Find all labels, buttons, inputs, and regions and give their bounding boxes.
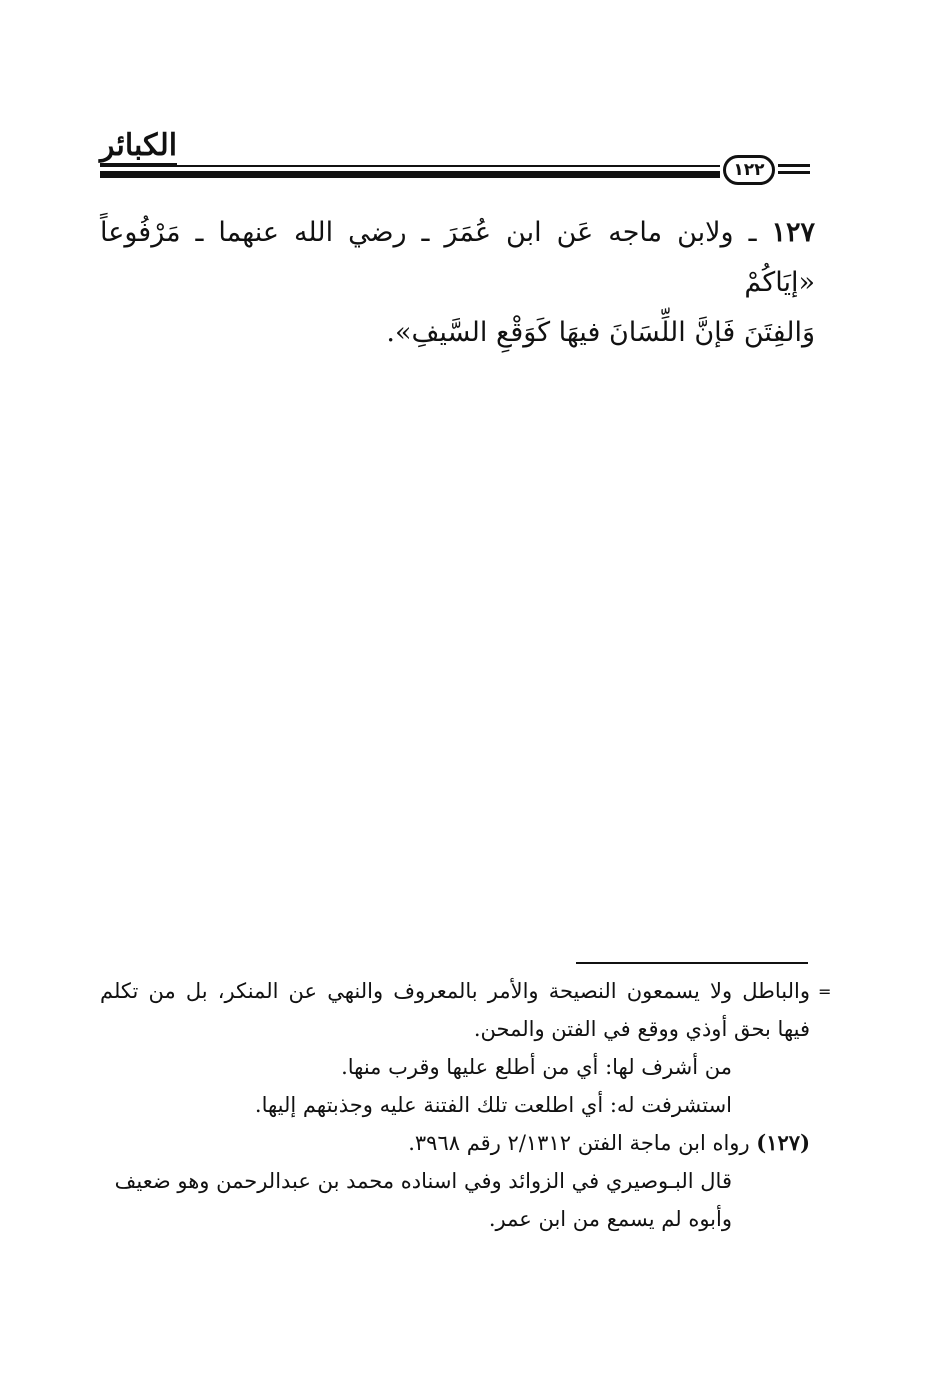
footnotes: [100, 972, 810, 1238]
footnote-separator: [576, 962, 808, 964]
footnote-line: استشرفت له: أي اطلعت تلك الفتنة عليه وجذبتهم إليها.: [254, 1093, 732, 1117]
footnote-ref-number: (١٢٧): [756, 1130, 810, 1155]
hadith-text-line1: ـ ولابن ماجه عَن ابن عُمَرَ ـ رضي الله عنهما ـ مَرْفُوعاً «إيَاكُمْ: [100, 217, 815, 298]
footnote-line: فيها بحق أوذي ووقع في الفتن والمحن.: [473, 1017, 810, 1041]
header-rule-right-top: [778, 164, 810, 167]
header-rule-thick: [100, 171, 720, 178]
footnote-reference: [100, 1124, 810, 1162]
hadith-number: ١٢٧: [771, 217, 815, 248]
header-rule-thin: [100, 165, 720, 167]
continuation-mark: =: [818, 982, 832, 1001]
header-rule: [100, 156, 810, 182]
header-rule-right-bottom: [778, 171, 810, 174]
footnote-note-line: وأبوه لم يسمع من ابن عمر.: [488, 1207, 732, 1231]
footnote-line: والباطل ولا يسمعون النصيحة والأمر بالمعروف والنهي عن المنكر، بل من تكلم: [100, 979, 810, 1003]
hadith-line-2: وَالفِتَنَ فَإنَّ اللِّسَانَ فيهَا كَوَقْعِ السَّيفِ».: [386, 317, 815, 348]
footnote-note-line: قال البـوصيري في الزوائد وفي اسناده محمد بن عبدالرحمن وهو ضعيف: [114, 1169, 732, 1193]
footnote-line: من أشرف لها: أي من أطلع عليها وقرب منها.: [341, 1055, 732, 1079]
hadith-line-1: [100, 208, 815, 308]
hadith-text: [100, 208, 815, 358]
page-number: ١٢٢: [723, 155, 775, 185]
header-title-text: الكبائر: [100, 128, 177, 166]
footnote-ref-text: رواه ابن ماجة الفتن ٢/١٣١٢ رقم ٣٩٦٨.: [408, 1131, 750, 1155]
